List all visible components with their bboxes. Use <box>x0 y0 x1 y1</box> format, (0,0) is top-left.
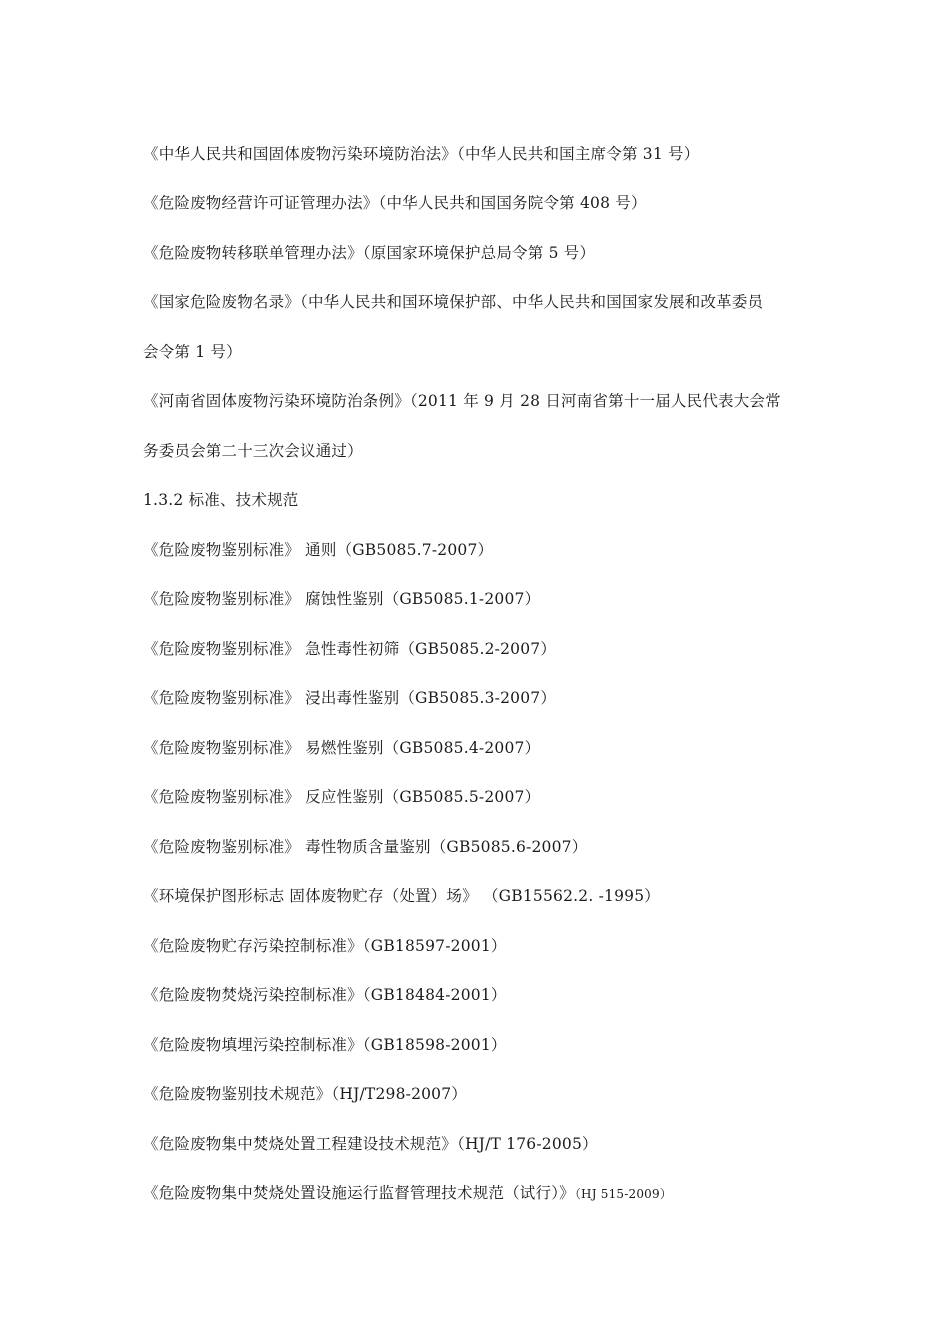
law-line: 《河南省固体废物污染环境防治条例》（2011 年 9 月 28 日河南省第十一届人民代表大会常 <box>143 392 781 410</box>
standard-line: 《危险废物鉴别标准》 急性毒性初筛（GB5085.2-2007） <box>143 640 557 658</box>
law-line: 《危险废物经营许可证管理办法》（中华人民共和国国务院令第 408 号） <box>143 194 647 212</box>
law-line: 《国家危险废物名录》（中华人民共和国环境保护部、中华人民共和国国家发展和改革委员 <box>143 293 764 311</box>
standard-line: 《危险废物鉴别标准》 腐蚀性鉴别（GB5085.1-2007） <box>143 590 541 608</box>
law-line: 《中华人民共和国固体废物污染环境防治法》（中华人民共和国主席令第 31 号） <box>143 145 700 163</box>
standard-line: 《危险废物鉴别标准》 通则（GB5085.7-2007） <box>143 541 494 559</box>
standard-line: 《危险废物鉴别标准》 反应性鉴别（GB5085.5-2007） <box>143 788 541 806</box>
standard-line: 《危险废物贮存污染控制标准》（GB18597-2001） <box>143 937 507 955</box>
law-line: 《危险废物转移联单管理办法》（原国家环境保护总局令第 5 号） <box>143 244 596 262</box>
standard-title: 《危险废物集中焚烧处置设施运行监督管理技术规范（试行）》 <box>143 1184 575 1202</box>
standard-line: 《危险废物鉴别标准》 易燃性鉴别（GB5085.4-2007） <box>143 739 541 757</box>
section-heading: 1.3.2 标准、技术规范 <box>143 491 299 509</box>
standard-code: （HJ 515-2009） <box>574 1187 673 1201</box>
law-line-continued: 会令第 1 号） <box>143 343 242 361</box>
standard-line: 《危险废物填埋污染控制标准》（GB18598-2001） <box>143 1036 507 1054</box>
standard-line: 《危险废物鉴别标准》 浸出毒性鉴别（GB5085.3-2007） <box>143 689 557 707</box>
standard-line: 《危险废物集中焚烧处置工程建设技术规范》（HJ/T 176-2005） <box>143 1135 598 1153</box>
standard-line: 《危险废物鉴别技术规范》（HJ/T298-2007） <box>143 1085 468 1103</box>
standard-line-last <box>143 1183 823 1204</box>
standard-line: 《危险废物焚烧污染控制标准》（GB18484-2001） <box>143 986 507 1004</box>
standard-line: 《环境保护图形标志 固体废物贮存（处置）场》 （GB15562.2. -1995） <box>143 887 660 905</box>
law-line-continued: 务委员会第二十三次会议通过） <box>143 442 363 460</box>
standard-line: 《危险废物鉴别标准》 毒性物质含量鉴别（GB5085.6-2007） <box>143 838 588 856</box>
